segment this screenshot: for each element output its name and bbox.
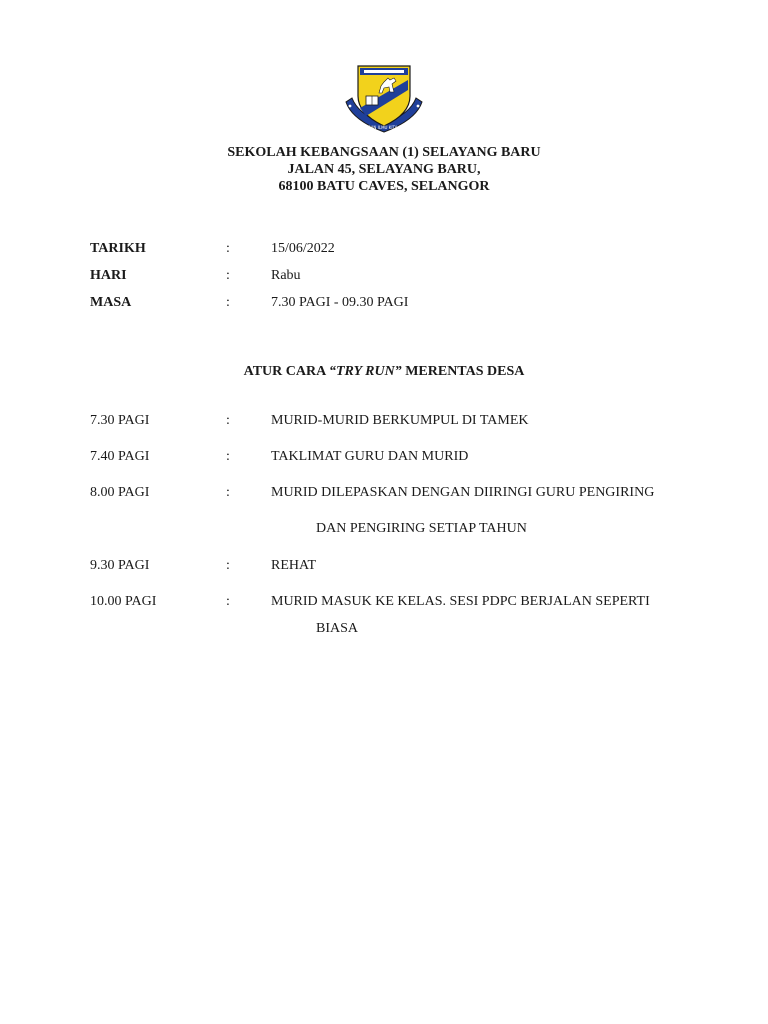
schedule-time: 8.00 PAGI xyxy=(90,485,150,500)
crest-shield-icon xyxy=(344,62,424,138)
school-crest-logo xyxy=(344,62,424,138)
schedule-time: 7.30 PAGI xyxy=(90,413,150,428)
title-emphasis: “TRY RUN” xyxy=(328,364,402,379)
info-separator: : xyxy=(226,295,230,310)
address-line-1: JALAN 45, SELAYANG BARU, xyxy=(287,162,481,177)
schedule-separator: : xyxy=(226,594,230,609)
crest-motto: DENGAN ILMU KITA MAJU xyxy=(359,125,409,130)
programme-title xyxy=(0,364,768,380)
schedule-time: 9.30 PAGI xyxy=(90,558,150,573)
schedule-separator: : xyxy=(226,485,230,500)
schedule-separator: : xyxy=(226,413,230,428)
schedule-activity: REHAT xyxy=(271,558,317,573)
info-value: Rabu xyxy=(271,268,301,283)
title-suffix: MERENTAS DESA xyxy=(401,364,525,379)
schedule-time: 7.40 PAGI xyxy=(90,449,150,464)
info-separator: : xyxy=(226,268,230,283)
schedule-activity: MURID DILEPASKAN DENGAN DIIRINGI GURU PENGIRING xyxy=(271,485,655,500)
info-value: 15/06/2022 xyxy=(271,241,335,256)
title-prefix: ATUR CARA xyxy=(243,364,329,379)
info-value: 7.30 PAGI - 09.30 PAGI xyxy=(271,295,409,310)
schedule-activity-continuation: DAN PENGIRING SETIAP TAHUN xyxy=(316,521,527,536)
info-label: TARIKH xyxy=(90,241,146,256)
schedule-time: 10.00 PAGI xyxy=(90,594,157,609)
schedule-separator: : xyxy=(226,558,230,573)
info-label: HARI xyxy=(90,268,127,283)
schedule-activity: MURID MASUK KE KELAS. SESI PDPC BERJALAN SEPERTI xyxy=(271,594,650,609)
schedule-activity: TAKLIMAT GURU DAN MURID xyxy=(271,449,469,464)
info-label: MASA xyxy=(90,295,132,310)
address-line-2: 68100 BATU CAVES, SELANGOR xyxy=(278,179,490,194)
schedule-activity-continuation: BIASA xyxy=(316,621,359,636)
schedule-separator: : xyxy=(226,449,230,464)
info-separator: : xyxy=(226,241,230,256)
schedule-activity: MURID-MURID BERKUMPUL DI TAMEK xyxy=(271,413,529,428)
school-name: SEKOLAH KEBANGSAAN (1) SELAYANG BARU xyxy=(227,145,541,160)
